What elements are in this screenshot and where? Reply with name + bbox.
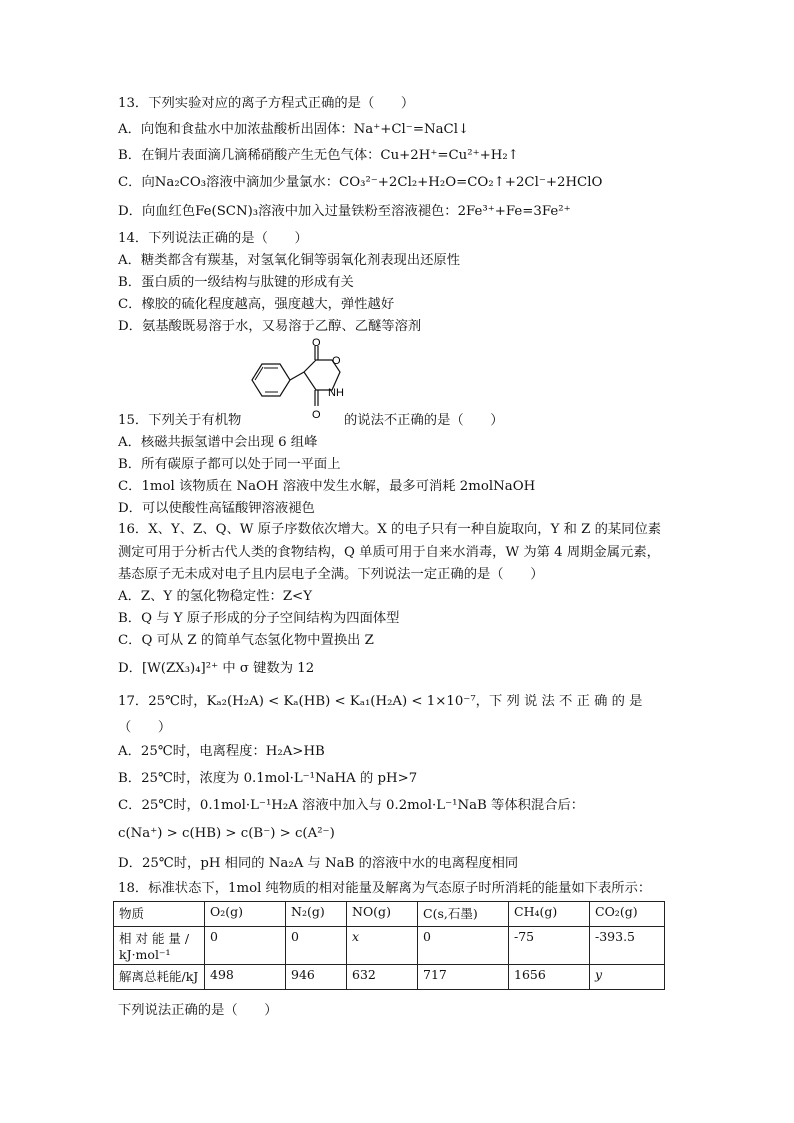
row-label-line-1: 相 对 能 量 / bbox=[119, 931, 190, 946]
table-row bbox=[114, 965, 665, 990]
q17-option-a: A．25℃时，电离程度：H₂A>HB bbox=[118, 744, 325, 759]
q14-option-c: C．橡胶的硫化程度越高，强度越大，弹性越好 bbox=[118, 297, 395, 312]
q14-option-b: B．蛋白质的一级结构与肽键的形成有关 bbox=[118, 275, 354, 290]
energy-table bbox=[113, 901, 665, 990]
q18-stem: 18．标准状态下，1mol 纯物质的相对能量及解离为气态原子时所消耗的能量如下表所示： bbox=[118, 881, 652, 896]
table-row bbox=[114, 927, 665, 965]
table-header-row bbox=[114, 902, 665, 927]
q17-stem-1: 17．25℃时，Kₐ₂(H₂A) < Kₐ(HB) < Kₐ₁(H₂A) < 1×10⁻⁷，下 列 说 法 不 正 确 的 是 bbox=[118, 694, 643, 709]
q16-option-a: A．Z、Y 的氢化物稳定性：Z<Y bbox=[118, 589, 312, 604]
q14-option-d: D．氨基酸既易溶于水，又易溶于乙醇、乙醚等溶剂 bbox=[118, 319, 422, 334]
q16-option-c: C．Q 可从 Z 的简单气态氢化物中置换出 Z bbox=[118, 633, 374, 648]
table-cell: 0 bbox=[286, 927, 347, 965]
table-cell: O₂(g) bbox=[205, 902, 286, 927]
table-cell: 0 bbox=[418, 927, 509, 965]
q15-stem-before: 15．下列关于有机物 bbox=[118, 413, 242, 428]
table-cell: 1656 bbox=[509, 965, 590, 990]
q13-option-c: C．向Na₂CO₃溶液中滴加少量氯水：CO₃²⁻+2Cl₂+H₂O=CO₂↑+2Cl⁻+2HClO bbox=[118, 175, 603, 190]
organic-molecule-structure bbox=[244, 338, 354, 424]
table-cell: NO(g) bbox=[347, 902, 418, 927]
q14-stem: 14．下列说法正确的是（ ） bbox=[118, 231, 308, 246]
table-cell: 物质 bbox=[114, 902, 205, 927]
q17-option-d: D．25℃时，pH 相同的 Na₂A 与 NaB 的溶液中水的电离程度相同 bbox=[118, 856, 519, 871]
q16-option-d: D．[W(ZX₃)₄]²⁺ 中 σ 键数为 12 bbox=[118, 661, 315, 676]
row-label-line-2: kJ·mol⁻¹ bbox=[119, 947, 171, 962]
table-cell: -393.5 bbox=[590, 927, 665, 965]
table-cell: 498 bbox=[205, 965, 286, 990]
table-cell: x bbox=[347, 927, 418, 965]
table-cell: 717 bbox=[418, 965, 509, 990]
q17-option-c-expression: c(Na⁺) > c(HB) > c(B⁻) > c(A²⁻) bbox=[118, 826, 335, 841]
q17-option-b: B．25℃时，浓度为 0.1mol·L⁻¹NaHA 的 pH>7 bbox=[118, 771, 418, 786]
table-cell: 632 bbox=[347, 965, 418, 990]
q13-option-d: D．向血红色Fe(SCN)₃溶液中加入过量铁粉至溶液褪色：2Fe³⁺+Fe=3Fe²⁺ bbox=[118, 204, 571, 219]
row-label-dissociation: 解离总耗能/kJ bbox=[114, 965, 205, 990]
q18-followup: 下列说法正确的是（ ） bbox=[118, 1003, 278, 1018]
carbonyl-o-top: O bbox=[312, 338, 321, 349]
table-cell: CO₂(g) bbox=[590, 902, 665, 927]
table-cell: C(s,石墨) bbox=[418, 902, 509, 927]
q17-stem-2: （ ） bbox=[118, 720, 172, 735]
q15-stem-after: 的说法不正确的是（ ） bbox=[344, 413, 504, 428]
q16-stem-1: 16．X、Y、Z、Q、W 原子序数依次增大。X 的电子只有一种自旋取向，Y 和 Z 的某同位素 bbox=[118, 522, 662, 537]
q15-option-d: D．可以使酸性高锰酸钾溶液褪色 bbox=[118, 501, 315, 516]
q15-option-a: A．核磁共振氢谱中会出现 6 组峰 bbox=[118, 435, 318, 450]
q16-option-b: B．Q 与 Y 原子形成的分子空间结构为四面体型 bbox=[118, 611, 400, 626]
q13-option-a: A．向饱和食盐水中加浓盐酸析出固体：Na⁺+Cl⁻=NaCl↓ bbox=[118, 122, 470, 137]
q16-stem-3: 基态原子无未成对电子且内层电子全满。下列说法一定正确的是（ ） bbox=[118, 567, 544, 582]
row-label-relative-energy bbox=[114, 927, 205, 965]
q13-stem: 13．下列实验对应的离子方程式正确的是（ ） bbox=[118, 96, 415, 111]
q15-option-b: B．所有碳原子都可以处于同一平面上 bbox=[118, 457, 341, 472]
nh-label: NH bbox=[328, 387, 344, 399]
table-cell: CH₄(g) bbox=[509, 902, 590, 927]
q15-option-c: C．1mol 该物质在 NaOH 溶液中发生水解，最多可消耗 2molNaOH bbox=[118, 479, 536, 494]
table-cell: 946 bbox=[286, 965, 347, 990]
q14-option-a: A．糖类都含有羰基，对氢氧化铜等弱氧化剂表现出还原性 bbox=[118, 253, 461, 268]
table-cell: -75 bbox=[509, 927, 590, 965]
q13-option-b: B．在铜片表面滴几滴稀硝酸产生无色气体：Cu+2H⁺=Cu²⁺+H₂↑ bbox=[118, 148, 519, 163]
carbonyl-o-bottom: O bbox=[312, 409, 321, 421]
q16-stem-2: 测定可用于分析古代人类的食物结构，Q 单质可用于自来水消毒，W 为第 4 周期金属元素， bbox=[118, 545, 660, 560]
table-cell: y bbox=[590, 965, 665, 990]
table-cell: 0 bbox=[205, 927, 286, 965]
ring-o-label: O bbox=[332, 355, 341, 367]
table-cell: N₂(g) bbox=[286, 902, 347, 927]
q17-option-c: C．25℃时，0.1mol·L⁻¹H₂A 溶液中加入与 0.2mol·L⁻¹NaB 等体积混合后： bbox=[118, 798, 585, 813]
